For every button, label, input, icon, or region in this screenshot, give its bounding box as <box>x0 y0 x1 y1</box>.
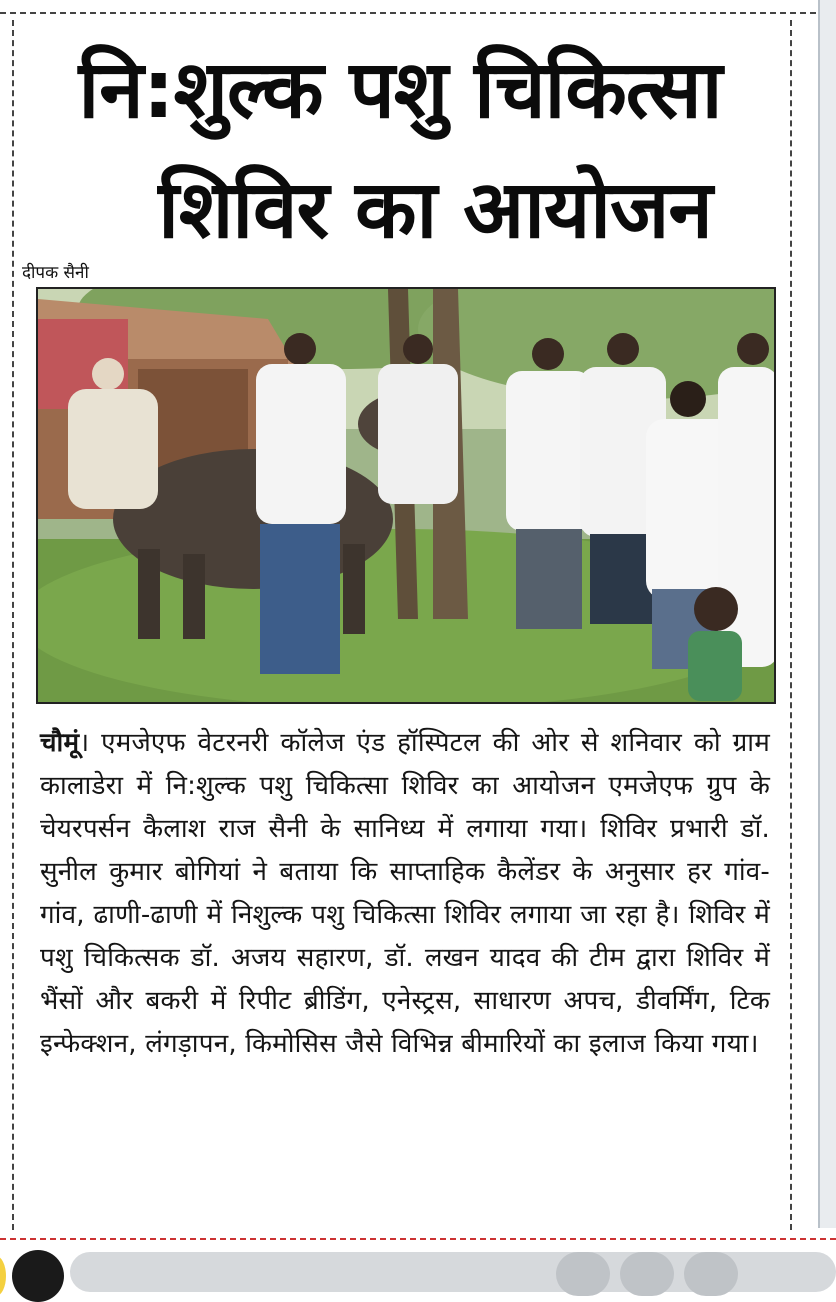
toolbar-pill-1 <box>556 1252 610 1296</box>
clipping-border-left <box>12 20 14 1230</box>
article-body <box>40 722 770 1066</box>
article-text: । एमजेएफ वेटरनरी कॉलेज एंड हॉस्पिटल की ओर से शनिवार को ग्राम कालाडेरा में नि:शुल्क पशु चिकित्सा शिविर का आयोजन एमजेएफ ग्रुप के चेयरपर्सन कैलाश राज सैनी के सानिध्य में लगाया गया। शिविर प्रभारी डॉ. सुनील कुमार बोगियां ने बताया कि साप्ताहिक कैलेंडर के अनुसार हर गांव- गांव, ढाणी-ढाणी में निशुल्क पशु चिकित्सा शिविर लगाया जा रहा है। शिविर में पशु चिकित्सक डॉ. अजय सहारण, डॉ. लखन यादव की टीम द्वारा शिविर में भैंसों और बकरी में रिपीट ब्रीडिंग, एनेस्ट्रस, साधारण अपच, डीवर्मिंग, टिक इन्फेक्शन, लंगड़ापन, किमोसिस जैसे विभिन्न बीमारियों का इलाज किया गया। <box>40 728 770 1059</box>
headline-line-2: शिविर का आयोजन <box>158 163 712 256</box>
headline-line-1: नि:शुल्क पशु चिकित्सा <box>78 43 722 136</box>
camp-photo-illustration <box>38 289 774 702</box>
toolbar-pill-3 <box>684 1252 738 1296</box>
adjacent-page-edge <box>818 0 836 1228</box>
toolbar-pill-2 <box>620 1252 674 1296</box>
status-dot-yellow <box>0 1256 6 1296</box>
headline <box>30 30 770 270</box>
news-photo <box>36 287 776 704</box>
clipping-border-right <box>790 20 792 1230</box>
clipping-border-bottom <box>0 1238 836 1240</box>
status-dot-black <box>12 1250 64 1302</box>
byline: दीपक सैनी <box>22 263 89 283</box>
dateline-place: चौमूं <box>40 728 80 758</box>
clipping-border-top <box>0 12 836 14</box>
